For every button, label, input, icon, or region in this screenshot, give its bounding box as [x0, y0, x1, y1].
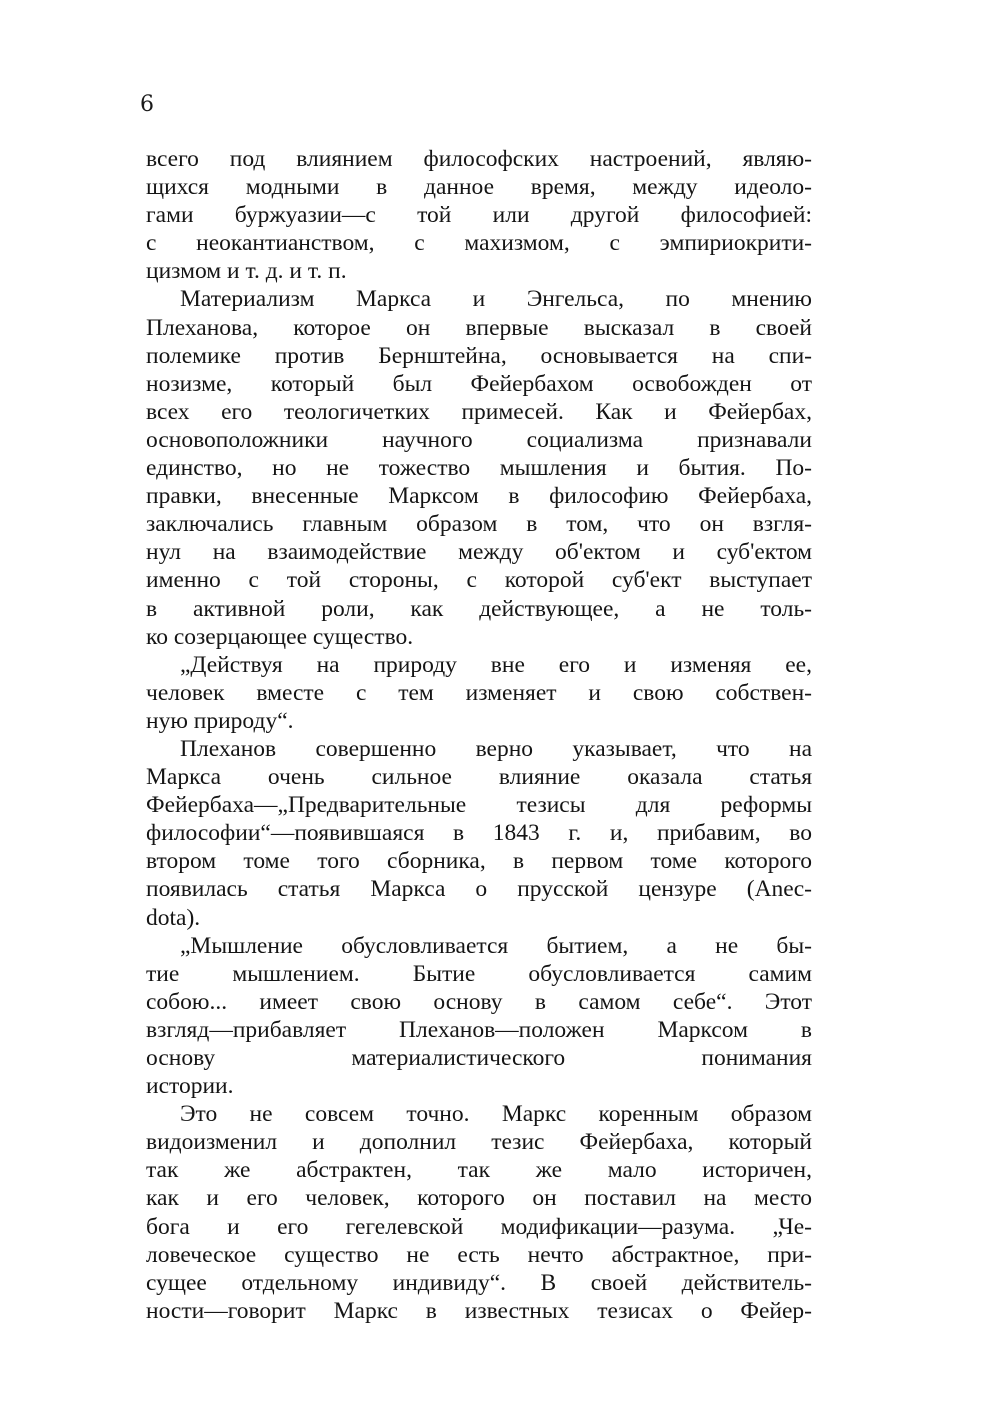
text-line: щихся модными в данное время, между идеоло- [146, 174, 812, 201]
text-line: так же абстрактен, так же мало историчен, [146, 1157, 812, 1184]
text-line: Это не совсем точно. Маркс коренным образом [180, 1101, 812, 1128]
text-line: Фейербаха—„Предварительные тезисы для реформы [146, 792, 812, 819]
paragraph [146, 651, 812, 735]
text-line: бога и его гегелевской модификации—разума. „Че- [146, 1213, 812, 1240]
text-line: Материализм Маркса и Энгельса, по мнению [180, 286, 812, 313]
text-line: человек вместе с тем изменяет и свою собствен- [146, 679, 812, 706]
text-line: ности—говорит Маркс в известных тезисах о Фейер- [146, 1297, 812, 1324]
text-line: сущее отдельному индивиду“. В своей действитель- [146, 1269, 812, 1296]
text-line: правки, внесенные Марксом в философию Фейербаха, [146, 483, 812, 510]
text-line: появилась статья Маркса о прусской цензуре (Anec- [146, 876, 812, 903]
text-line: в активной роли, как действующее, а не толь- [146, 595, 812, 622]
text-line: нозизме, который был Фейербахом освобожден от [146, 370, 812, 397]
text-line: ную природу“. [146, 707, 294, 734]
text-line: собою... имеет свою основу в самом себе“. Этот [146, 988, 812, 1015]
text-line: Плеханов совершенно верно указывает, что на [180, 735, 812, 762]
text-line: тие мышлением. Бытие обусловливается самим [146, 960, 812, 987]
text-line: ловеческое существо не есть нечто абстрактное, при- [146, 1241, 812, 1268]
text-line: основоположники научного социализма признавали [146, 426, 812, 453]
text-line: видоизменил и дополнил тезис Фейербаха, который [146, 1129, 812, 1156]
paragraph [146, 932, 812, 1101]
page-text [146, 145, 812, 1325]
paragraph [146, 285, 812, 650]
text-line: философии“—появившаяся в 1843 г. и, прибавим, во [146, 820, 812, 847]
text-line: гами буржуазии—с той или другой философией: [146, 202, 812, 229]
text-line: нул на взаимодействие между об'ектом и суб'ектом [146, 539, 812, 566]
page-number: 6 [140, 92, 154, 117]
text-line: всего под влиянием философских настроений, являю- [146, 146, 812, 172]
paragraph [146, 735, 812, 932]
text-line: взгляд—прибавляет Плеханов—положен Марксом в [146, 1016, 812, 1043]
text-line: заключались главным образом в том, что он взгля- [146, 511, 812, 538]
text-line: Плеханова, которое он впервые высказал в своей [146, 314, 812, 341]
text-line: цизмом и т. д. и т. п. [146, 258, 347, 285]
text-line: основу материалистического понимания [146, 1045, 812, 1071]
text-line: „Мышление обусловливается бытием, а не бы- [180, 932, 812, 959]
paragraph [146, 1100, 812, 1325]
text-line: „Действуя на природу вне его и изменяя ее, [180, 651, 812, 678]
text-line: истории. [146, 1073, 234, 1100]
paragraph [146, 145, 812, 285]
text-line: всех его теологичетких примесей. Как и Фейербах, [146, 398, 812, 425]
text-line: как и его человек, которого он поставил на место [146, 1185, 812, 1212]
text-line: втором томе того сборника, в первом томе которого [146, 848, 812, 875]
text-line: Маркса очень сильное влияние оказала статья [146, 764, 812, 791]
text-line: единство, но не тожество мышления и бытия. По- [146, 455, 812, 482]
text-line: полемике против Бернштейна, основывается на спи- [146, 342, 812, 369]
text-line: ко созерцающее существо. [146, 623, 414, 650]
text-line: с неокантианством, с махизмом, с эмпириокрити- [146, 230, 812, 257]
text-line: dota). [146, 904, 201, 931]
text-line: именно с той стороны, с которой суб'ект выступает [146, 567, 812, 594]
